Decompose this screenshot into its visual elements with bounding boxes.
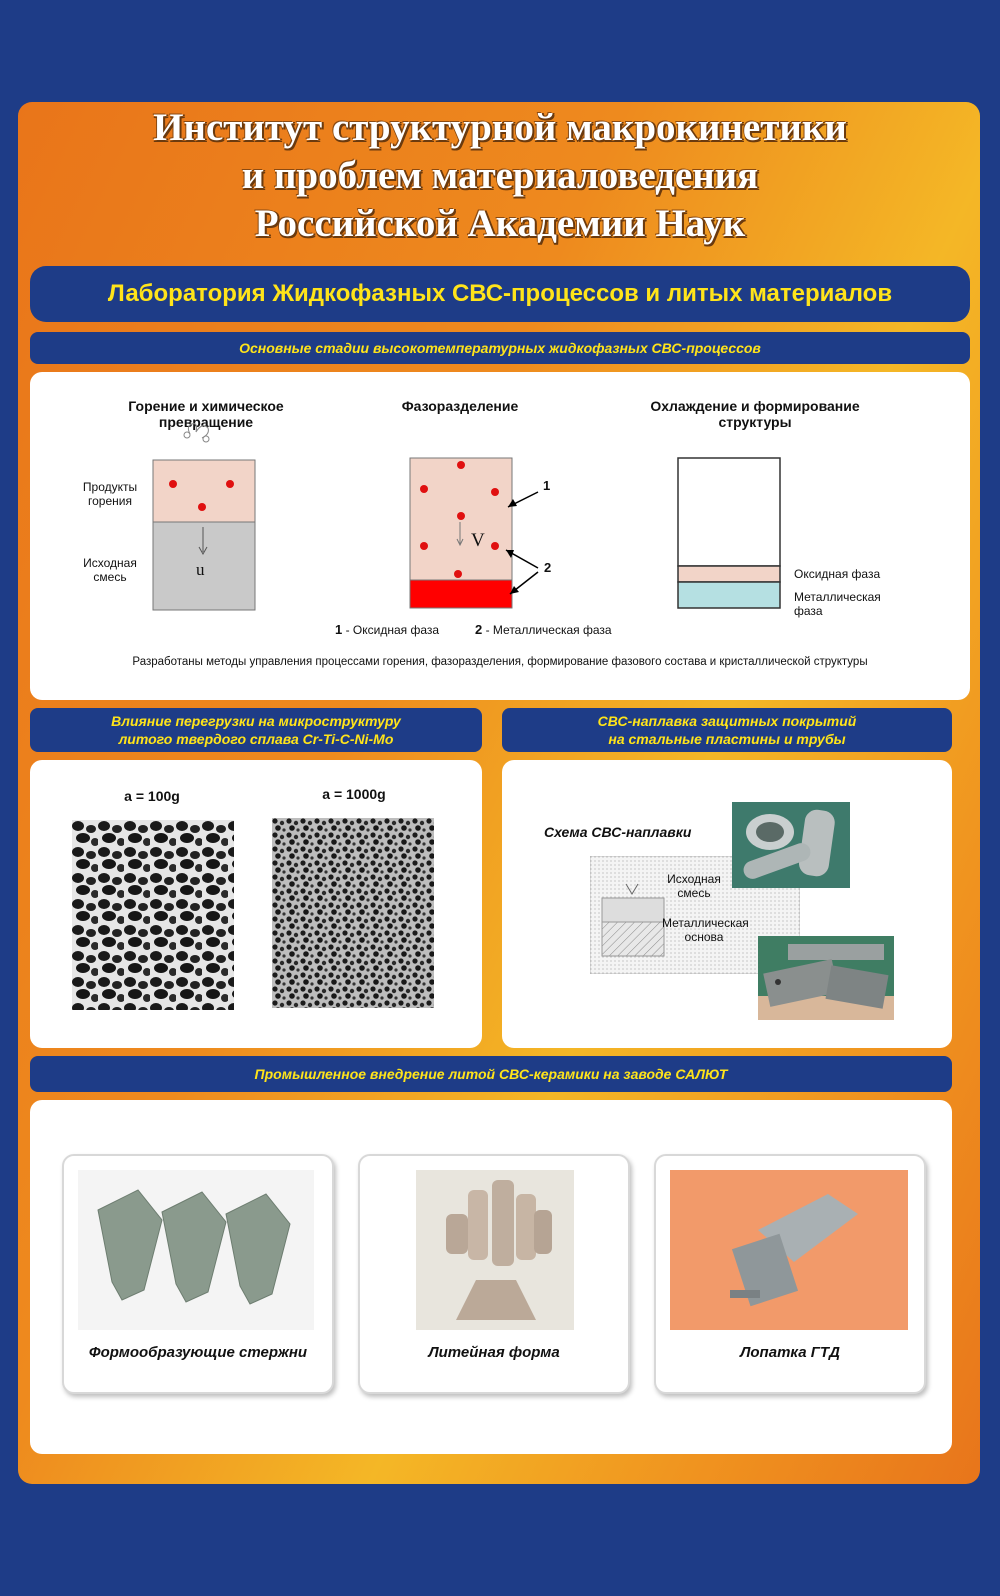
label-1000g: a = 1000g bbox=[322, 786, 386, 802]
legend-oxide-text: - Оксидная фаза bbox=[345, 623, 440, 637]
cores-photo bbox=[78, 1170, 314, 1330]
industry-panel bbox=[30, 1100, 952, 1454]
legend-metal-text: - Металлическая фаза bbox=[485, 623, 612, 637]
stages-diagram bbox=[30, 372, 970, 700]
tubes-photo bbox=[732, 802, 850, 888]
cladding-header-line2: на стальные пластины и трубы bbox=[608, 731, 846, 747]
marker-1: 1 bbox=[543, 478, 551, 493]
velocity-u: u bbox=[196, 560, 205, 579]
blade-photo bbox=[670, 1170, 908, 1330]
institute-title-line3: Российской Академии Наук bbox=[254, 202, 746, 245]
mold-photo bbox=[416, 1170, 574, 1330]
label-100g: a = 100g bbox=[124, 788, 180, 804]
stage1-crucible bbox=[153, 424, 255, 610]
cladding-header-line1: СВС-наплавка защитных покрытий bbox=[597, 713, 857, 729]
stage2-title: Фазоразделение bbox=[401, 398, 519, 414]
legend-oxide bbox=[335, 622, 439, 637]
marker-2: 2 bbox=[544, 560, 552, 575]
stage1-title: Горение и химическое превращение bbox=[128, 398, 284, 430]
micrograph-1000g bbox=[272, 818, 434, 1008]
caption-blade: Лопатка ГТД bbox=[740, 1344, 840, 1361]
products-label: Продукты горения bbox=[82, 480, 138, 508]
initial-mix-label: Исходная смесь bbox=[83, 556, 137, 584]
industry-header: Промышленное внедрение литой СВС-керамики на заводе САЛЮТ bbox=[30, 1056, 952, 1092]
velocity-v: V bbox=[471, 530, 485, 551]
stages-header: Основные стадии высокотемпературных жидкофазных СВС-процессов bbox=[30, 332, 970, 364]
product-card-blade bbox=[654, 1154, 926, 1394]
stage3-title: Охлаждение и формирование структуры bbox=[650, 398, 860, 430]
institute-title bbox=[20, 104, 980, 248]
oxide-phase-label: Оксидная фаза bbox=[794, 567, 881, 581]
caption-cores: Формообразующие стержни bbox=[88, 1344, 308, 1361]
caption-mold: Литейная форма bbox=[428, 1344, 560, 1361]
institute-title-line2: и проблем материаловедения bbox=[241, 154, 759, 197]
overload-panel bbox=[30, 760, 482, 1048]
metal-phase-label: Металлическая фаза bbox=[794, 590, 881, 618]
overload-header bbox=[30, 708, 482, 752]
product-card-cores bbox=[62, 1154, 334, 1394]
overload-header-line1: Влияние перегрузки на микроструктуру bbox=[111, 713, 401, 729]
legend-metal bbox=[475, 622, 612, 637]
plates-photo bbox=[758, 936, 894, 1020]
stage3-crucible bbox=[678, 458, 780, 608]
scheme-title: Схема СВС-наплавки bbox=[544, 824, 692, 840]
stages-panel bbox=[30, 372, 970, 700]
cladding-header bbox=[502, 708, 952, 752]
product-card-mold bbox=[358, 1154, 630, 1394]
legend-metal-number: 2 bbox=[475, 622, 483, 637]
micrograph-100g bbox=[72, 820, 234, 1010]
scheme-initial-mix: Исходная смесь bbox=[667, 872, 721, 900]
stages-footnote: Разработаны методы управления процессами горения, фазоразделения, формирование фазового состава и кристаллической структуры bbox=[132, 656, 868, 668]
institute-title-line1: Институт структурной макрокинетики bbox=[153, 106, 847, 149]
scheme-metal-base: Металлическая основа bbox=[662, 916, 749, 944]
cladding-panel bbox=[502, 760, 952, 1048]
laboratory-title: Лаборатория Жидкофазных СВС-процессов и литых материалов bbox=[30, 266, 970, 322]
overload-header-line2: литого твердого сплава Cr-Ti-C-Ni-Mo bbox=[118, 731, 394, 747]
legend-oxide-number: 1 bbox=[335, 622, 343, 637]
